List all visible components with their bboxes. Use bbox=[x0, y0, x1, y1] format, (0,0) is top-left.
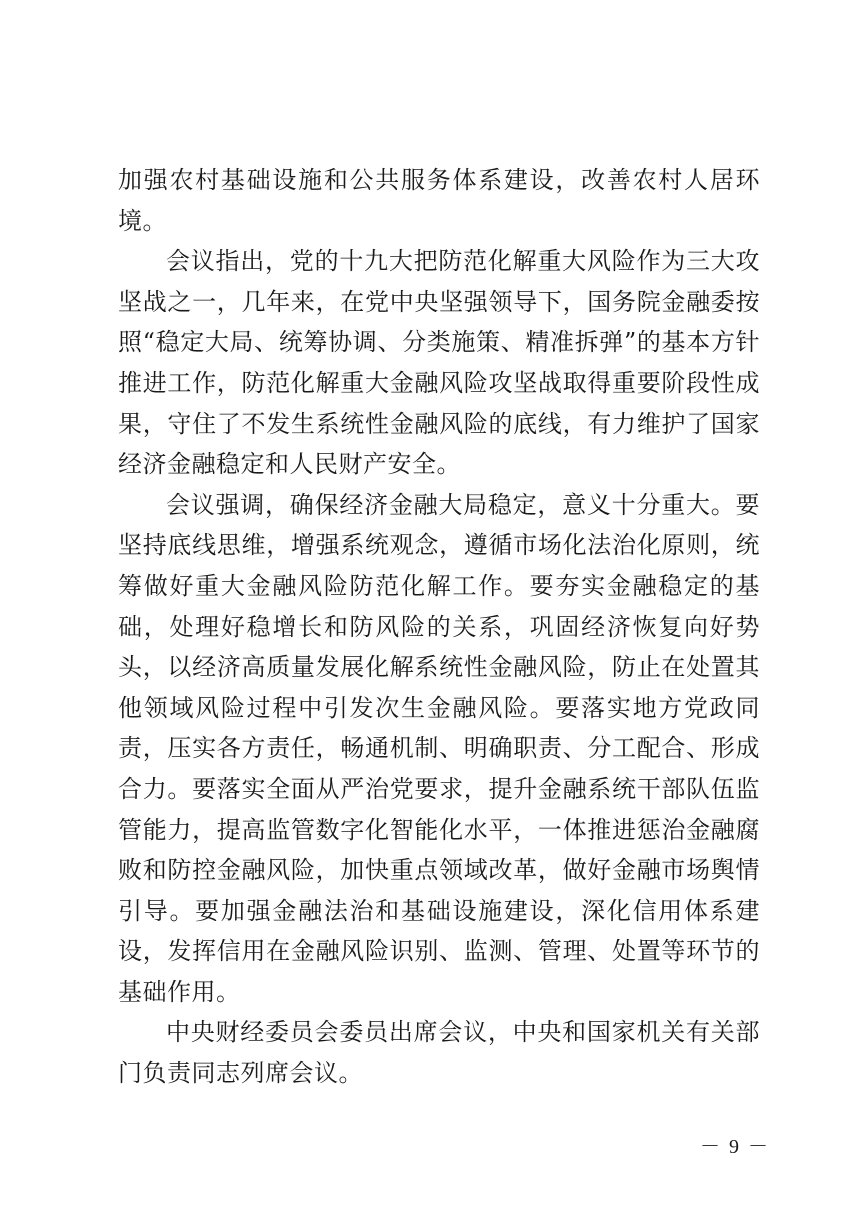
page-number: － 9 － bbox=[700, 1136, 770, 1158]
paragraph-meeting-emphasized: 会议强调，确保经济金融大局稳定，意义十分重大。要坚持底线思维，增强系统观念，遵循市场化法治化原则，统筹做好重大金融风险防范化解工作。要夯实金融稳定的基础，处理好稳增长和防风险的关系，巩固经济恢复向好势头，以经济高质量发展化解系统性金融风险，防止在处置其他领域风险过程中引发次生金融风险。要落实地方党政同责，压实各方责任，畅通机制、明确职责、分工配合、形成合力。要落实全面从严治党要求，提升金融系统干部队伍监管能力，提高监管数字化智能化水平，一体推进惩治金融腐败和防控金融风险，加快重点领域改革，做好金融市场舆情引导。要加强金融法治和基础设施建设，深化信用体系建设，发挥信用在金融风险识别、监测、管理、处置等环节的基础作用。 bbox=[118, 490, 760, 1006]
paragraph-meeting-pointed-out: 会议指出，党的十九大把防范化解重大风险作为三大攻坚战之一，几年来，在党中央坚强领导下，国务院金融委按照“稳定大局、统筹协调、分类施策、精准拆弹”的基本方针推进工作，防范化解重大金融风险攻坚战取得重要阶段性成果，守住了不发生系统性金融风险的底线，有力维护了国家经济金融稳定和人民财产安全。 bbox=[118, 247, 760, 479]
paragraph-attendees: 中央财经委员会委员出席会议，中央和国家机关有关部门负责同志列席会议。 bbox=[118, 1018, 760, 1088]
paragraph-continuation: 加强农村基础设施和公共服务体系建设，改善农村人居环境。 bbox=[118, 166, 760, 235]
document-body bbox=[118, 160, 760, 1094]
